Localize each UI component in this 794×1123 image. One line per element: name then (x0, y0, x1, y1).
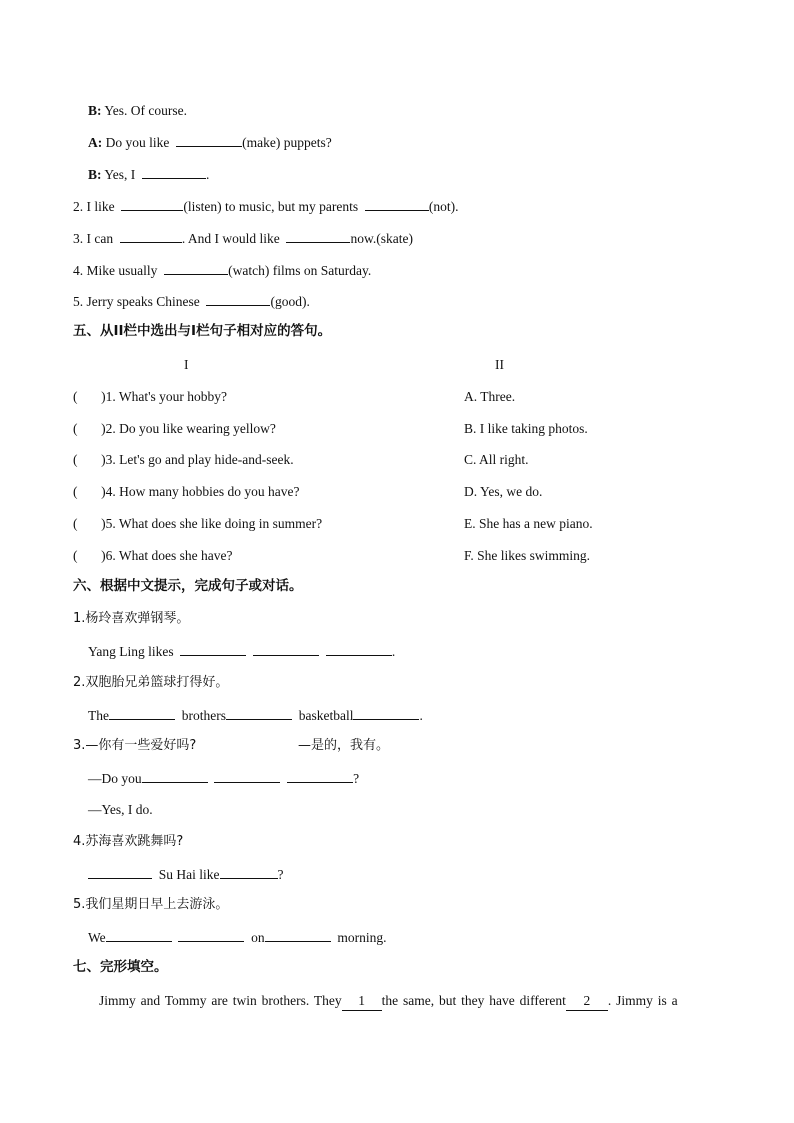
cloze-paragraph (99, 992, 678, 1011)
item-text: 5. Jerry speaks Chinese (73, 294, 204, 309)
item-text: We (88, 930, 106, 945)
answer-blank[interactable] (286, 229, 350, 243)
answer-blank[interactable] (121, 197, 183, 211)
matching-question: ( )5. What does she like doing in summer? (73, 516, 323, 531)
item-text: brothers (178, 708, 226, 723)
item-text: . (391, 644, 396, 659)
answer-blank[interactable] (265, 928, 331, 942)
item-text: (not). (428, 199, 459, 214)
answer-blank[interactable] (142, 769, 208, 783)
item-text: morning. (334, 930, 387, 945)
item-text: Yang Ling likes (88, 644, 178, 659)
q1-chinese: 1.杨玲喜欢弹钢琴。 (73, 611, 190, 626)
answer-blank[interactable] (326, 642, 392, 656)
cloze-text: . Jimmy is a (607, 993, 678, 1008)
answer-blank[interactable] (214, 769, 280, 783)
dialogue-line-b2 (88, 165, 209, 184)
q5-english (88, 928, 387, 947)
item-text: ? (277, 867, 284, 882)
speaker-label: B: (88, 103, 102, 118)
speaker-label: B: (88, 167, 102, 182)
answer-blank[interactable] (253, 642, 319, 656)
answer-blank[interactable] (180, 642, 246, 656)
dialogue-line-a1 (88, 133, 332, 152)
section-7-title: 七、完形填空。 (73, 959, 168, 975)
matching-answer: A. Three. (464, 389, 516, 404)
fill-item-5 (73, 292, 310, 311)
matching-question: ( )3. Let's go and play hide-and-seek. (73, 452, 294, 467)
q3-english (88, 769, 359, 788)
answer-blank[interactable] (178, 928, 244, 942)
matching-answer: B. I like taking photos. (464, 421, 588, 436)
dialogue-text: Yes, I (101, 167, 139, 182)
answer-blank[interactable] (206, 292, 270, 306)
matching-question: ( )6. What does she have? (73, 548, 233, 563)
q5-chinese: 5.我们星期日早上去游泳。 (73, 897, 229, 912)
item-text: 3. I can (73, 231, 117, 246)
matching-answer: F. She likes swimming. (464, 548, 591, 563)
item-text: now.(skate) (350, 231, 413, 246)
answer-blank[interactable] (220, 865, 278, 879)
answer-blank[interactable] (365, 197, 429, 211)
item-text: 2. I like (73, 199, 118, 214)
cloze-blank[interactable]: 2 (566, 992, 608, 1011)
q3-chinese-question: 3.—你有一些爱好吗? (73, 738, 197, 753)
answer-blank[interactable] (176, 133, 242, 147)
matching-question: ( )4. How many hobbies do you have? (73, 484, 300, 499)
matching-answer: D. Yes, we do. (464, 484, 543, 499)
fill-item-3 (73, 229, 413, 248)
answer-blank[interactable] (88, 865, 152, 879)
answer-blank[interactable] (353, 706, 419, 720)
dialogue-text: . (206, 167, 210, 182)
cloze-text: the same, but they have different (381, 993, 566, 1008)
matching-answer: E. She has a new piano. (464, 516, 593, 531)
q2-chinese: 2.双胞胎兄弟篮球打得好。 (73, 675, 229, 690)
dialogue-text: (make) puppets? (242, 135, 332, 150)
column-header-i: I (184, 357, 189, 372)
speaker-label: A: (88, 135, 103, 150)
item-text: . And I would like (181, 231, 284, 246)
item-text: —Do you (88, 771, 142, 786)
dialogue-text: Yes. Of course. (101, 103, 187, 118)
cloze-text: Jimmy and Tommy are twin brothers. They (99, 993, 342, 1008)
matching-answer: C. All right. (464, 452, 529, 467)
q4-english (88, 865, 284, 884)
answer-blank[interactable] (106, 928, 172, 942)
cloze-blank[interactable]: 1 (342, 992, 382, 1011)
item-text: (good). (270, 294, 310, 309)
section-5-title: 五、从II栏中选出与I栏句子相对应的答句。 (73, 323, 332, 339)
answer-blank[interactable] (142, 165, 206, 179)
fill-item-2 (73, 197, 458, 216)
matching-question: ( )2. Do you like wearing yellow? (73, 421, 276, 436)
q1-english (88, 642, 395, 661)
dialogue-line-b1 (88, 102, 187, 120)
item-text: . (419, 708, 423, 723)
q3-answer: —Yes, I do. (88, 802, 153, 817)
dialogue-text: Do you like (102, 135, 173, 150)
answer-blank[interactable] (287, 769, 353, 783)
fill-item-4 (73, 261, 371, 280)
answer-blank[interactable] (226, 706, 292, 720)
answer-blank[interactable] (109, 706, 175, 720)
matching-question: ( )1. What's your hobby? (73, 389, 228, 404)
section-6-title: 六、根据中文提示，完成句子或对话。 (73, 578, 303, 594)
item-text: The (88, 708, 109, 723)
item-text: Su Hai like (155, 867, 220, 882)
item-text: (listen) to music, but my parents (183, 199, 362, 214)
item-text: on (247, 930, 265, 945)
item-text: 4. Mike usually (73, 263, 161, 278)
answer-blank[interactable] (120, 229, 182, 243)
column-header-ii: II (495, 357, 504, 372)
q4-chinese: 4.苏海喜欢跳舞吗? (73, 834, 184, 849)
item-text: (watch) films on Saturday. (228, 263, 372, 278)
q2-english (88, 706, 423, 725)
answer-blank[interactable] (164, 261, 228, 275)
item-text: basketball (295, 708, 354, 723)
item-text: ? (353, 771, 360, 786)
q3-chinese-answer: —是的，我有。 (298, 738, 390, 753)
